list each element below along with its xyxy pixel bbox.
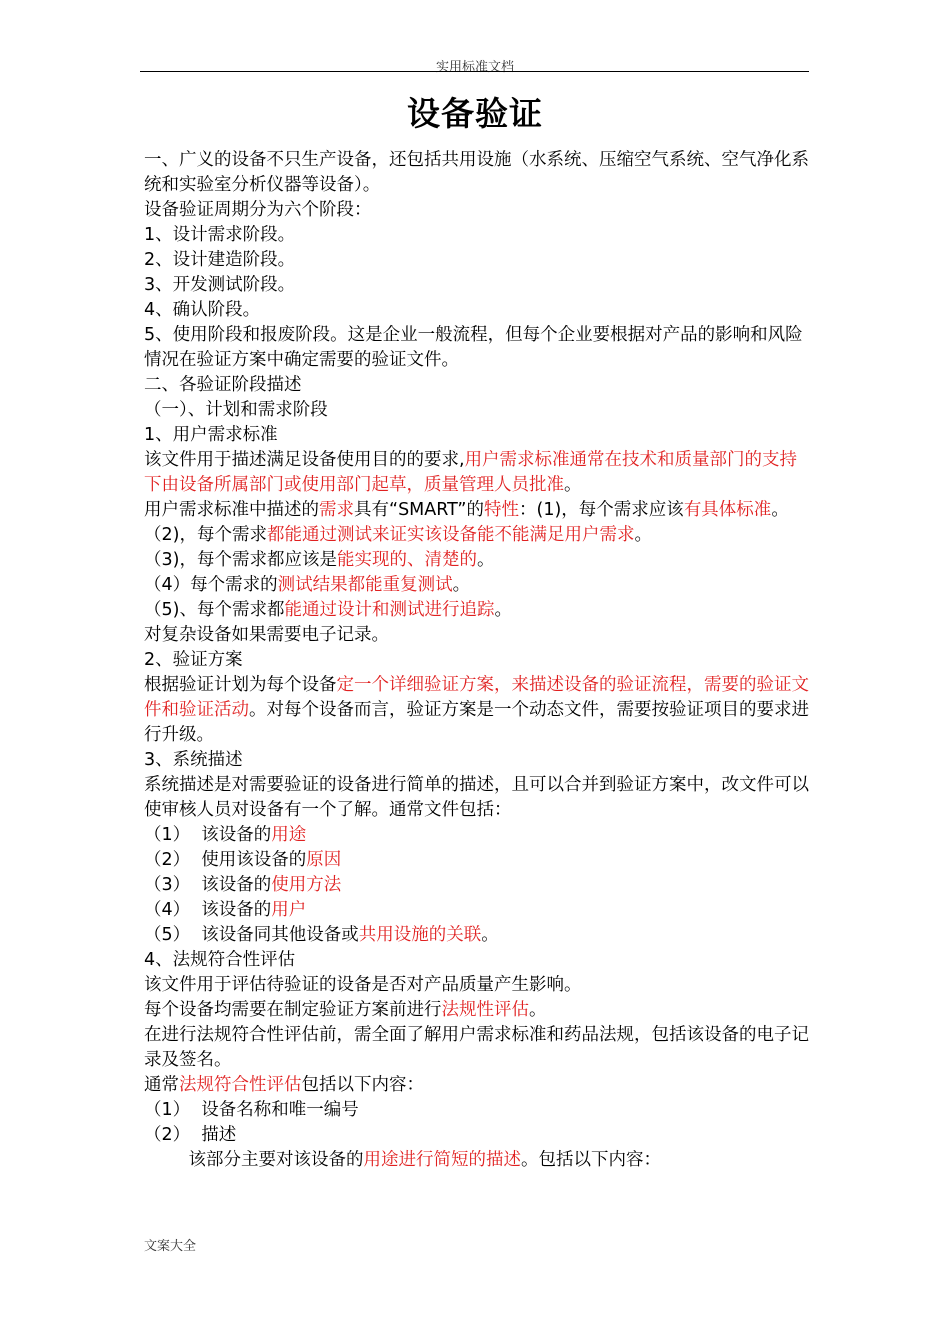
- paragraph: [144, 223, 814, 248]
- text-run: （4）每个需求的: [144, 575, 278, 595]
- highlighted-text: 特性: [484, 500, 520, 520]
- text-run: 。: [529, 1000, 547, 1020]
- text-run: （5） 该设备同其他设备或: [144, 925, 359, 945]
- paragraph: [144, 548, 814, 573]
- paragraph: [144, 973, 814, 998]
- text-run: 具有“SMART”的: [354, 500, 485, 520]
- paragraph: [144, 623, 814, 648]
- paragraph: [144, 373, 814, 398]
- text-run: 。对每个设备而言，验证方案是一个动态文件，需要按验证项目的要求进行升级。: [144, 700, 809, 745]
- paragraph: [144, 948, 814, 973]
- text-run: 。: [494, 600, 512, 620]
- text-run: 用户需求标准中描述的: [144, 500, 319, 520]
- highlighted-text: 法规性评估: [441, 1000, 529, 1020]
- text-run: （3)，每个需求都应该是: [144, 550, 337, 570]
- paragraph: [144, 748, 814, 773]
- highlighted-text: 共用设施的关联: [358, 925, 482, 945]
- running-header: 实用标准文档: [435, 60, 514, 75]
- highlighted-text: 原因: [306, 850, 342, 870]
- running-footer: 文案大全: [144, 1239, 197, 1254]
- text-run: （2） 描述: [144, 1125, 237, 1145]
- text-run: 包括以下内容：: [301, 1075, 424, 1095]
- paragraph: [144, 498, 814, 523]
- text-run: 每个设备均需要在制定验证方案前进行: [144, 1000, 442, 1020]
- paragraph: [144, 448, 814, 498]
- paragraph: [144, 523, 814, 548]
- text-run: 。: [481, 925, 499, 945]
- text-run: 。: [634, 525, 652, 545]
- highlighted-text: 都能通过测试来证实该设备能不能满足用户需求: [266, 525, 635, 545]
- paragraph: [144, 298, 814, 323]
- paragraph: [144, 423, 814, 448]
- text-run: 5、使用阶段和报废阶段。这是企业一般流程，但每个企业要根据对产品的影响和风险情况在验证方案中确定需要的验证文件。: [144, 325, 803, 370]
- paragraph: [144, 923, 814, 948]
- text-run: 该部分主要对该设备的: [144, 1150, 364, 1170]
- text-run: 3、开发测试阶段。: [144, 275, 296, 295]
- text-run: 根据验证计划为每个设备: [144, 675, 337, 695]
- text-run: 该文件用于描述满足设备使用目的的要求,: [144, 450, 465, 470]
- paragraph: [144, 573, 814, 598]
- highlighted-text: 用途: [271, 825, 307, 845]
- paragraph: [144, 823, 814, 848]
- paragraph: [144, 198, 814, 223]
- text-run: 该文件用于评估待验证的设备是否对产品质量产生影响。: [144, 975, 582, 995]
- highlighted-text: 测试结果都能重复测试: [277, 575, 453, 595]
- text-run: 4、法规符合性评估: [144, 950, 296, 970]
- paragraph: [144, 148, 814, 198]
- text-run: 一、广义的设备不只生产设备，还包括共用设施（水系统、压缩空气系统、空气净化系统和实验室分析仪器等设备）。: [144, 150, 809, 195]
- highlighted-text: 能通过设计和测试进行追踪: [284, 600, 495, 620]
- paragraph: [144, 998, 814, 1023]
- highlighted-text: 法规符合性评估: [179, 1075, 302, 1095]
- text-run: ：(1)，每个需求应该: [519, 500, 684, 520]
- paragraph: [144, 1123, 814, 1148]
- header-divider: [140, 71, 809, 72]
- paragraph: [144, 598, 814, 623]
- paragraph: [144, 898, 814, 923]
- text-run: （1） 该设备的: [144, 825, 272, 845]
- document-body: [144, 148, 814, 1173]
- paragraph: [144, 248, 814, 273]
- text-run: （一）、计划和需求阶段: [144, 400, 328, 420]
- text-run: 对复杂设备如果需要电子记录。: [144, 625, 389, 645]
- text-run: 通常: [144, 1075, 179, 1095]
- text-run: 2、设计建造阶段。: [144, 250, 296, 270]
- text-run: 系统描述是对需要验证的设备进行简单的描述，且可以合并到验证方案中，改文件可以使审核人员对设备有一个了解。通常文件包括：: [144, 775, 809, 820]
- highlighted-text: 使用方法: [271, 875, 342, 895]
- paragraph: [144, 673, 814, 748]
- text-run: （1） 设备名称和唯一编号: [144, 1100, 359, 1120]
- text-run: （5)、每个需求都: [144, 600, 285, 620]
- paragraph: [144, 273, 814, 298]
- text-run: （3） 该设备的: [144, 875, 272, 895]
- highlighted-text: 定一个详细验证方案，来描述设备的验证流程，需要的验证文件和验证活动: [144, 675, 809, 720]
- paragraph: [144, 1023, 814, 1073]
- text-run: 。: [476, 550, 495, 570]
- highlighted-text: 需求: [319, 500, 354, 520]
- paragraph: [144, 648, 814, 673]
- text-run: （4） 该设备的: [144, 900, 272, 920]
- paragraph: [144, 398, 814, 423]
- highlighted-text: 用途进行简短的描述: [363, 1150, 522, 1170]
- paragraph: [144, 1148, 814, 1173]
- text-run: 。包括以下内容：: [521, 1150, 662, 1170]
- paragraph: [144, 1098, 814, 1123]
- text-run: 3、系统描述: [144, 750, 243, 770]
- document-title: 设备验证: [407, 94, 543, 133]
- highlighted-text: 用户: [271, 900, 307, 920]
- paragraph: [144, 873, 814, 898]
- text-run: （2)，每个需求: [144, 525, 267, 545]
- text-run: 设备验证周期分为六个阶段：: [144, 200, 372, 220]
- paragraph: [144, 323, 814, 373]
- text-run: （2） 使用该设备的: [144, 850, 307, 870]
- text-run: 二、各验证阶段描述: [144, 375, 302, 395]
- text-run: 在进行法规符合性评估前，需全面了解用户需求标准和药品法规，包括该设备的电子记录及签名。: [144, 1025, 809, 1070]
- highlighted-text: 能实现的、清楚的: [336, 550, 477, 570]
- paragraph: [144, 1073, 814, 1098]
- text-run: 1、用户需求标准: [144, 425, 278, 445]
- text-run: 2、验证方案: [144, 650, 243, 670]
- paragraph: [144, 773, 814, 823]
- highlighted-text: 用户需求标准通常在技术和质量部门的支持下由设备所属部门或使用部门起草，质量管理人员批准: [144, 450, 798, 495]
- text-run: 1、设计需求阶段。: [144, 225, 296, 245]
- text-run: 4、确认阶段。: [144, 300, 261, 320]
- text-run: 。: [452, 575, 471, 595]
- text-run: 。: [564, 475, 582, 495]
- highlighted-text: 有具体标准: [683, 500, 772, 520]
- paragraph: [144, 848, 814, 873]
- text-run: 。: [771, 500, 789, 520]
